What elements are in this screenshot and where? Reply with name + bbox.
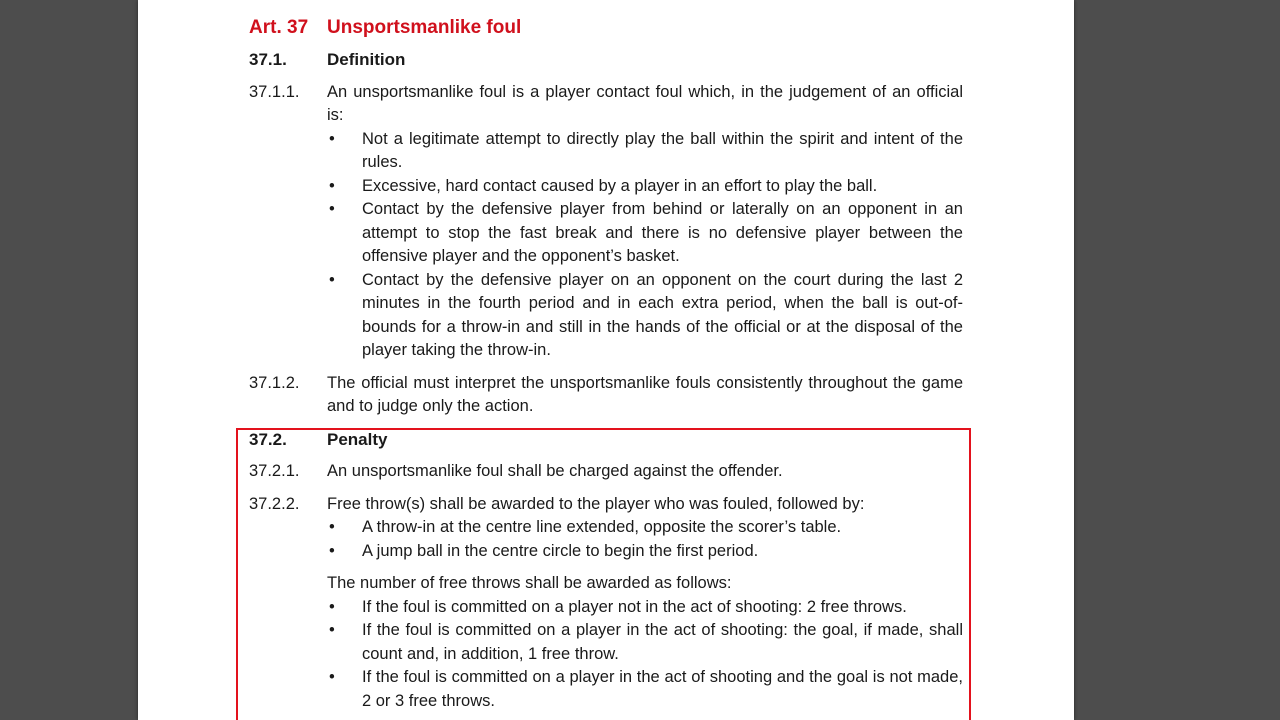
list-item: • Excessive, hard contact caused by a player in an effort to play the ball. xyxy=(327,175,963,199)
section-number: 37.1. xyxy=(249,50,287,69)
bullet-icon: • xyxy=(329,541,335,560)
clause-number: 37.1.2. xyxy=(249,373,300,392)
section-title: Penalty xyxy=(327,429,388,449)
clause-number: 37.2.1. xyxy=(249,462,300,480)
free-throws-intro: The number of free throws shall be awarded as follows: xyxy=(327,574,732,592)
section-heading-definition xyxy=(249,48,963,72)
bullet-list xyxy=(327,596,963,714)
bullet-icon: • xyxy=(329,200,335,218)
bullet-icon: • xyxy=(329,270,335,289)
article-heading xyxy=(249,14,963,42)
clause-text: An unsportsmanlike foul shall be charged against the offender. xyxy=(327,462,783,480)
list-item: • If the foul is committed on a player not in the act of shooting: 2 free throws. xyxy=(327,596,963,620)
bullet-list xyxy=(327,516,963,563)
clause-37-1-1 xyxy=(249,81,963,363)
bullet-list xyxy=(327,128,963,363)
bullet-icon: • xyxy=(329,668,335,686)
clause-number: 37.1.1. xyxy=(249,82,300,101)
clause-37-1-2 xyxy=(249,372,963,419)
list-item: • If the foul is committed on a player in the act of shooting and the goal is not made, 2 or 3 free throws. xyxy=(327,666,963,713)
list-item: • Contact by the defensive player from behind or laterally on an opponent in an attempt to stop the fast break and there is no defensive player between the offensive player and the opponent’s basket. xyxy=(327,198,963,269)
section-number: 37.2. xyxy=(249,429,287,449)
section-title: Definition xyxy=(327,50,406,69)
bullet-icon: • xyxy=(329,621,335,639)
bullet-icon: • xyxy=(329,176,335,195)
bullet-icon: • xyxy=(329,129,335,148)
rule-text xyxy=(249,14,963,720)
document-page xyxy=(138,0,1074,720)
list-item: • Contact by the defensive player on an opponent on the court during the last 2 minutes in the fourth period and in each extra period, when the ball is out-of-bounds for a throw-in and still in the hands of the official or at the disposal of the player taking the throw-in. xyxy=(327,269,963,363)
clause-37-2-1 xyxy=(249,460,963,484)
article-number: Art. 37 xyxy=(249,17,309,38)
section-heading-penalty xyxy=(249,428,963,452)
bullet-icon: • xyxy=(329,597,335,616)
clause-number: 37.2.2. xyxy=(249,494,300,513)
clause-text: The official must interpret the unsportsmanlike fouls consistently throughout the game and to judge only the action. xyxy=(327,373,963,415)
bullet-icon: • xyxy=(329,518,335,536)
list-item: • A jump ball in the centre circle to begin the first period. xyxy=(327,540,963,564)
clause-text: An unsportsmanlike foul is a player contact foul which, in the judgement of an official is: xyxy=(327,82,963,124)
article-title: Unsportsmanlike foul xyxy=(327,17,522,38)
clause-text: Free throw(s) shall be awarded to the player who was fouled, followed by: xyxy=(327,494,865,513)
list-item: • Not a legitimate attempt to directly play the ball within the spirit and intent of the rules. xyxy=(327,128,963,175)
clause-37-2-2 xyxy=(249,493,963,714)
list-item: • A throw-in at the centre line extended, opposite the scorer’s table. xyxy=(327,516,963,540)
list-item: • If the foul is committed on a player in the act of shooting: the goal, if made, shall count and, in addition, 1 free throw. xyxy=(327,619,963,666)
